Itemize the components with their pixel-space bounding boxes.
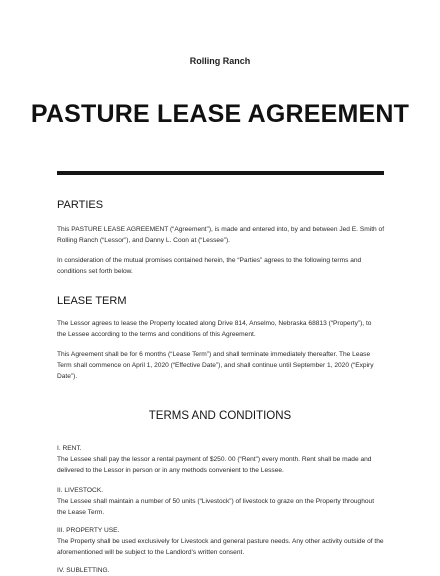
text-line: aforementioned will be subject to the Landlord’s written consent. [57, 549, 245, 556]
text-line: the Lease Term. [57, 509, 105, 516]
text-line: the Lessee according to the terms and conditions of this Agreement. [57, 331, 256, 338]
text-line: The Lessor agrees to lease the Property located along Drive 814, Anselmo, Nebraska 68813 (“Property”), to [57, 320, 372, 327]
clause-title: I. RENT. [57, 445, 82, 452]
clause-title: III. PROPERTY USE. [57, 527, 120, 534]
text-line: Term shall commence on April 1, 2020 (“Effective Date”), and shall continue until September 1, 2020 (“Expiry [57, 362, 374, 369]
company-name: Rolling Ranch [189, 56, 251, 66]
text-line: This Agreement shall be for 6 months (“Lease Term”) and shall terminate immediately thereafter. The Lease [57, 351, 371, 358]
section-heading-parties: PARTIES [57, 199, 104, 211]
lease-term-paragraph-1 [57, 318, 384, 340]
section-heading-lease-term: LEASE TERM [57, 295, 127, 307]
subletting-clause [57, 565, 384, 576]
text-line: The Lessee shall pay the lessor a rental payment of $250. 00 (“Rent”) every month. Rent shall be made and [57, 456, 372, 463]
clause-title: IV. SUBLETTING. [57, 567, 110, 574]
text-line: In consideration of the mutual promises contained herein, the “Parties” agrees to the following terms and [57, 257, 362, 264]
section-heading-terms: TERMS AND CONDITIONS [148, 410, 292, 422]
property-use-clause [57, 525, 384, 558]
text-line: Date”). [57, 373, 78, 380]
livestock-clause [57, 485, 384, 518]
parties-paragraph-2 [57, 255, 384, 277]
text-line: The Lessee shall maintain a number of 50 units (“Livestock”) of livestock to graze on the Property throughout [57, 498, 375, 505]
parties-paragraph-1 [57, 224, 384, 246]
text-line: conditions set forth below. [57, 268, 133, 275]
text-line: The Property shall be used exclusively for Livestock and general pasture needs. Any other activity outside of the [57, 538, 384, 545]
lease-term-paragraph-2 [57, 349, 384, 382]
rent-clause [57, 443, 384, 476]
text-line: Rolling Ranch (“Lessor”), and Danny L. Coon at (“Lessee”). [57, 237, 230, 244]
clause-title: II. LIVESTOCK. [57, 487, 104, 494]
text-line: delivered to the Lessor in person or in any methods convenient to the Lessee. [57, 467, 284, 474]
document-title: PASTURE LEASE AGREEMENT [30, 100, 410, 128]
text-line: This PASTURE LEASE AGREEMENT (“Agreement”), is made and entered into, by and between Jed E. Smith of [57, 226, 385, 233]
title-divider [57, 171, 384, 175]
